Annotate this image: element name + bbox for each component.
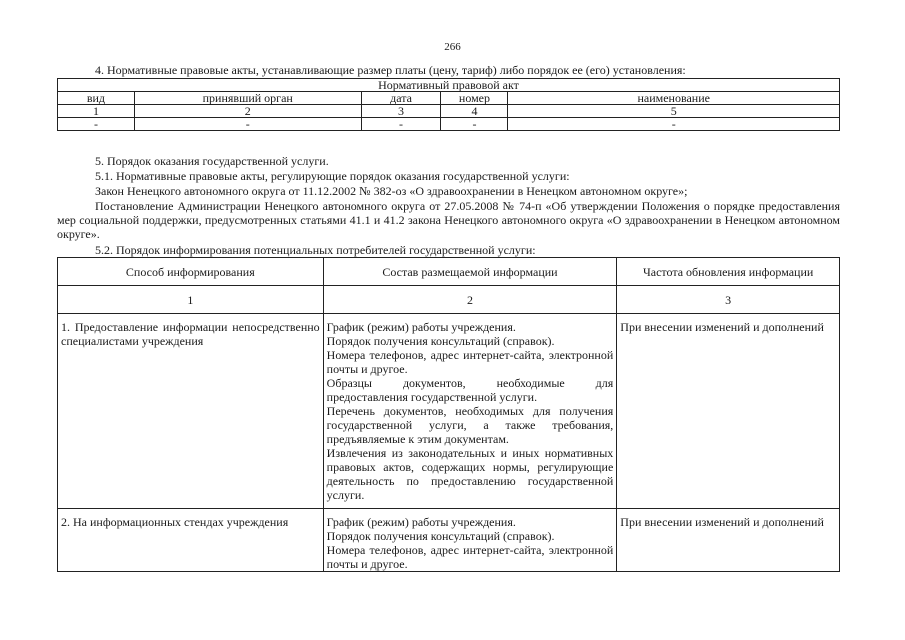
informing-table bbox=[57, 257, 840, 572]
info-cell bbox=[323, 314, 617, 509]
page-number: 266 bbox=[444, 41, 461, 53]
column-number: 2 bbox=[323, 286, 617, 314]
info-line: Извлечения из законодательных и иных нормативных правовых актов, содержащих нормы, регулирующие деятельность по предоставлению государственной услуги. bbox=[326, 446, 614, 502]
info-line: Перечень документов, необходимых для получения государственной услуги, а также требования, предъявляемые к этим документам. bbox=[326, 404, 614, 446]
column-number: 5 bbox=[508, 105, 840, 118]
column-header: Частота обновления информации bbox=[617, 258, 840, 286]
table-number-row bbox=[58, 105, 840, 118]
table-cell: - bbox=[508, 118, 840, 131]
table-row bbox=[58, 118, 840, 131]
group-header-cell: Нормативный правовой акт bbox=[58, 79, 840, 92]
column-number: 3 bbox=[361, 105, 441, 118]
info-line: График (режим) работы учреждения. bbox=[326, 320, 516, 334]
column-number: 2 bbox=[134, 105, 361, 118]
column-header: наименование bbox=[508, 92, 840, 105]
method-cell: 2. На информационных стендах учреждения bbox=[58, 509, 324, 572]
tariff-acts-table bbox=[57, 78, 840, 131]
table-row bbox=[58, 314, 840, 509]
table-cell: - bbox=[58, 118, 135, 131]
info-line: Номера телефонов, адрес интернет-сайта, электронной почты и другое. bbox=[326, 543, 614, 571]
method-cell: 1. Предоставление информации непосредственно специалистами учреждения bbox=[58, 314, 324, 509]
column-number: 4 bbox=[441, 105, 508, 118]
info-line: Порядок получения консультаций (справок). bbox=[326, 529, 555, 543]
column-number: 3 bbox=[617, 286, 840, 314]
law-reference-2: Постановление Администрации Ненецкого автономного округа от 27.05.2008 № 74-п «Об утверждении Положения о порядке предоставления мер социальной поддержки, предусмотренных статьями 41.1 и 41.2 закона Ненецкого автономного округа «О здравоохранении в Ненецком автономном округе». bbox=[57, 199, 840, 241]
info-cell bbox=[323, 509, 617, 572]
info-line: Номера телефонов, адрес интернет-сайта, электронной почты и другое. bbox=[326, 348, 614, 376]
table-header-row bbox=[58, 258, 840, 286]
table-number-row bbox=[58, 286, 840, 314]
column-header: принявший орган bbox=[134, 92, 361, 105]
info-line: График (режим) работы учреждения. bbox=[326, 515, 516, 529]
column-header: Состав размещаемой информации bbox=[323, 258, 617, 286]
table-cell: - bbox=[361, 118, 441, 131]
column-header: дата bbox=[361, 92, 441, 105]
column-header: вид bbox=[58, 92, 135, 105]
column-header: номер bbox=[441, 92, 508, 105]
section4-heading: 4. Нормативные правовые акты, устанавливающие размер платы (цену, тариф) либо порядок ее (его) установления: bbox=[95, 63, 686, 77]
column-header: Способ информирования bbox=[58, 258, 324, 286]
frequency-cell: При внесении изменений и дополнений bbox=[617, 314, 840, 509]
law-reference-1: Закон Ненецкого автономного округа от 11.12.2002 № 382-оз «О здравоохранении в Ненецком автономном округе»; bbox=[95, 184, 688, 198]
info-line: Образцы документов, необходимые для предоставления государственной услуги. bbox=[326, 376, 614, 404]
column-number: 1 bbox=[58, 105, 135, 118]
section5-heading: 5. Порядок оказания государственной услуги. bbox=[95, 154, 329, 168]
table-header-group-row bbox=[58, 79, 840, 92]
column-number: 1 bbox=[58, 286, 324, 314]
info-line: Порядок получения консультаций (справок). bbox=[326, 334, 555, 348]
table-header-row bbox=[58, 92, 840, 105]
section52-heading: 5.2. Порядок информирования потенциальных потребителей государственной услуги: bbox=[95, 243, 536, 257]
table-row bbox=[58, 509, 840, 572]
section51-heading: 5.1. Нормативные правовые акты, регулирующие порядок оказания государственной услуги: bbox=[95, 169, 570, 183]
frequency-cell: При внесении изменений и дополнений bbox=[617, 509, 840, 572]
table-cell: - bbox=[134, 118, 361, 131]
table-cell: - bbox=[441, 118, 508, 131]
